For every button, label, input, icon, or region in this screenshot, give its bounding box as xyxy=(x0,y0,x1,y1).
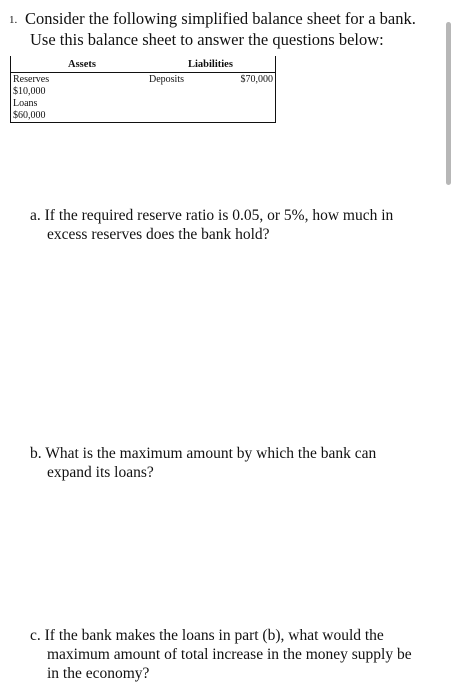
part-a-line-2: excess reserves does the bank hold? xyxy=(47,226,270,243)
part-b-question xyxy=(30,444,376,482)
part-c-line-3: in the economy? xyxy=(47,665,150,682)
reserves-label: Reserves xyxy=(13,74,50,85)
part-c-question xyxy=(30,626,412,683)
table-header-rule xyxy=(11,72,275,73)
part-a-question xyxy=(30,206,393,244)
loans-value: $60,000 xyxy=(13,110,46,121)
question-number: 1. xyxy=(9,14,18,26)
liabilities-header: Liabilities xyxy=(188,59,233,70)
part-a-line-1: a. If the required reserve ratio is 0.05, or 5%, how much in xyxy=(30,207,394,224)
part-c-line-2: maximum amount of total increase in the money supply be xyxy=(47,646,412,663)
question-text-line-2: Use this balance sheet to answer the questions below: xyxy=(30,30,384,49)
part-b-line-2: expand its loans? xyxy=(47,464,154,481)
vertical-scrollbar[interactable] xyxy=(446,22,451,185)
loans-label: Loans xyxy=(13,98,38,109)
assets-header: Assets xyxy=(68,59,96,70)
reserves-value: $10,000 xyxy=(13,86,46,97)
part-c-line-1: c. If the bank makes the loans in part (b), what would the xyxy=(30,627,384,644)
part-b-line-1: b. What is the maximum amount by which the bank can xyxy=(30,445,377,462)
question-text-line-1: Consider the following simplified balance sheet for a bank. xyxy=(25,9,416,28)
deposits-value: $70,000 xyxy=(240,74,273,85)
balance-sheet-table xyxy=(10,56,276,123)
deposits-label: Deposits xyxy=(149,74,184,85)
